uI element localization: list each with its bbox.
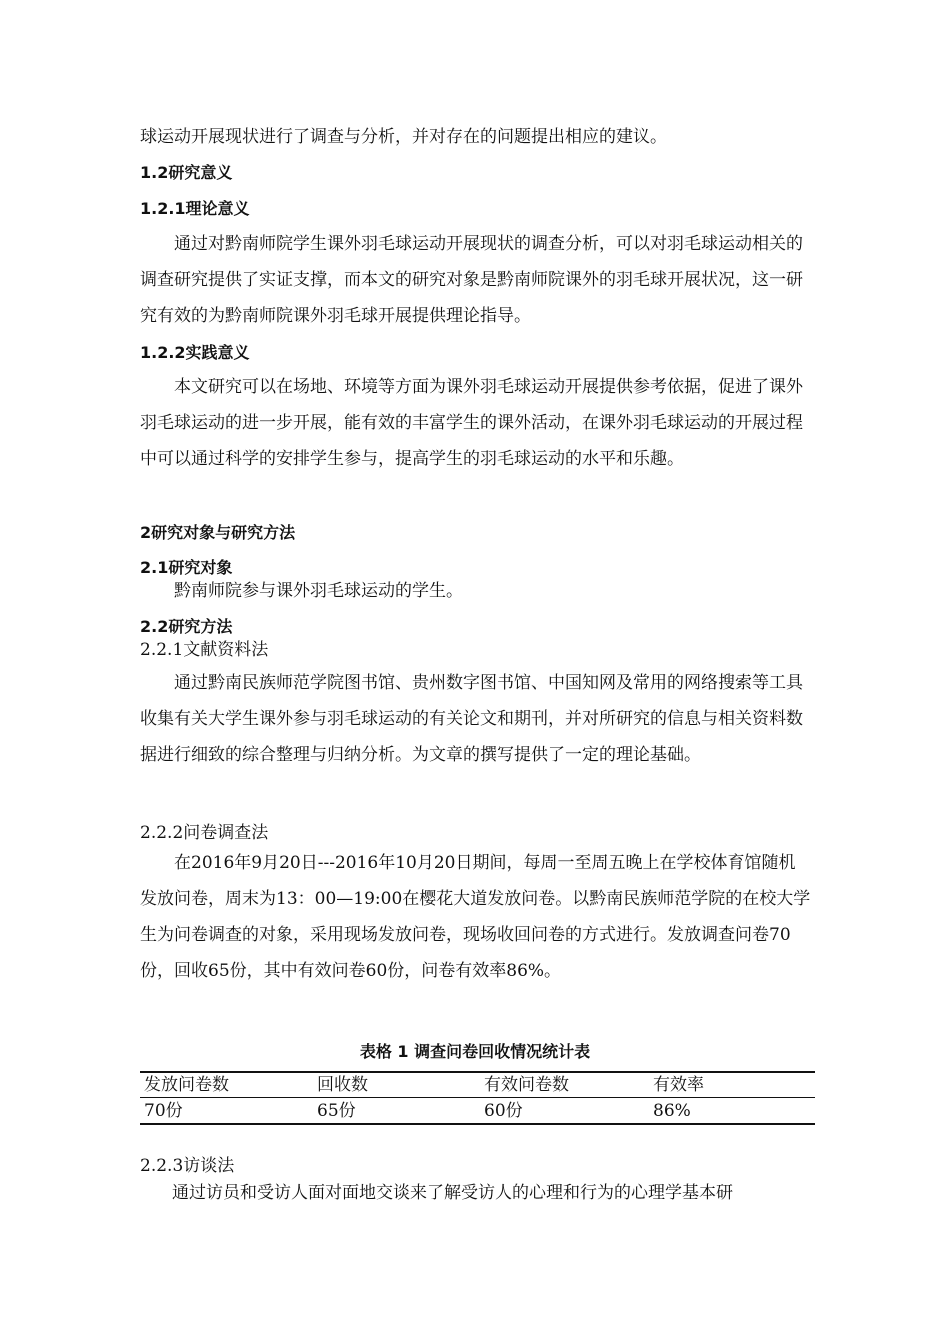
table-top-rule [140,1071,815,1073]
paragraph-continuation: 球运动开展现状进行了调查与分析，并对存在的问题提出相应的建议。 [140,127,667,147]
heading-2-2-1: 2.2.1文献资料法 [140,640,269,660]
table-cell: 86% [653,1101,691,1121]
heading-2-2-3: 2.2.3访谈法 [140,1156,235,1176]
table-caption: 表格 1 调查问卷回收情况统计表 [359,1042,591,1061]
heading-1-2-2: 1.2.2实践意义 [140,343,250,362]
heading-2-1: 2.1研究对象 [140,558,233,577]
heading-2: 2研究对象与研究方法 [140,523,296,542]
heading-1-2-1: 1.2.1理论意义 [140,199,250,218]
table-cell: 65份 [317,1101,356,1121]
table-header-cell: 有效问卷数 [484,1075,569,1095]
heading-2-2: 2.2研究方法 [140,617,233,636]
table-bottom-rule [140,1123,815,1125]
table-mid-rule [140,1097,815,1098]
table-header-cell: 回收数 [317,1075,368,1095]
table-cell: 60份 [484,1101,523,1121]
table-cell: 70份 [144,1101,183,1121]
table-header-cell: 发放问卷数 [144,1075,229,1095]
paragraph-subjects: 黔南师院参与课外羽毛球运动的学生。 [174,581,463,601]
heading-2-2-2: 2.2.2问卷调查法 [140,823,269,843]
paragraph-interview: 通过访员和受访人面对面地交谈来了解受访人的心理和行为的心理学基本研 [172,1183,733,1203]
paragraph-theory: 通过对黔南师院学生课外羽毛球运动开展现状的调查分析，可以对羽毛球运动相关的调查研究提供了实证支撑，而本文的研究对象是黔南师院课外的羽毛球开展状况，这一研究有效的为黔南师院课外羽毛球开展提供理论指导。 [140,234,803,326]
paragraph-practice: 本文研究可以在场地、环境等方面为课外羽毛球运动开展提供参考依据，促进了课外羽毛球运动的进一步开展，能有效的丰富学生的课外活动，在课外羽毛球运动的开展过程中可以通过科学的安排学生参与，提高学生的羽毛球运动的水平和乐趣。 [140,377,803,469]
paragraph-literature: 通过黔南民族师范学院图书馆、贵州数字图书馆、中国知网及常用的网络搜索等工具收集有关大学生课外参与羽毛球运动的有关论文和期刊，并对所研究的信息与相关资料数据进行细致的综合整理与归纳分析。为文章的撰写提供了一定的理论基础。 [140,673,803,765]
heading-1-2: 1.2研究意义 [140,163,233,182]
table-header-cell: 有效率 [653,1075,704,1095]
paragraph-questionnaire: 在2016年9月20日---2016年10月20日期间，每周一至周五晚上在学校体育馆随机发放问卷，周末为13：00—19:00在樱花大道发放问卷。以黔南民族师范学院的在校大学生为问卷调查的对象，采用现场发放问卷，现场收回问卷的方式进行。发放调查问卷70份，回收65份，其中有效问卷60份，问卷有效率86%。 [140,853,811,981]
